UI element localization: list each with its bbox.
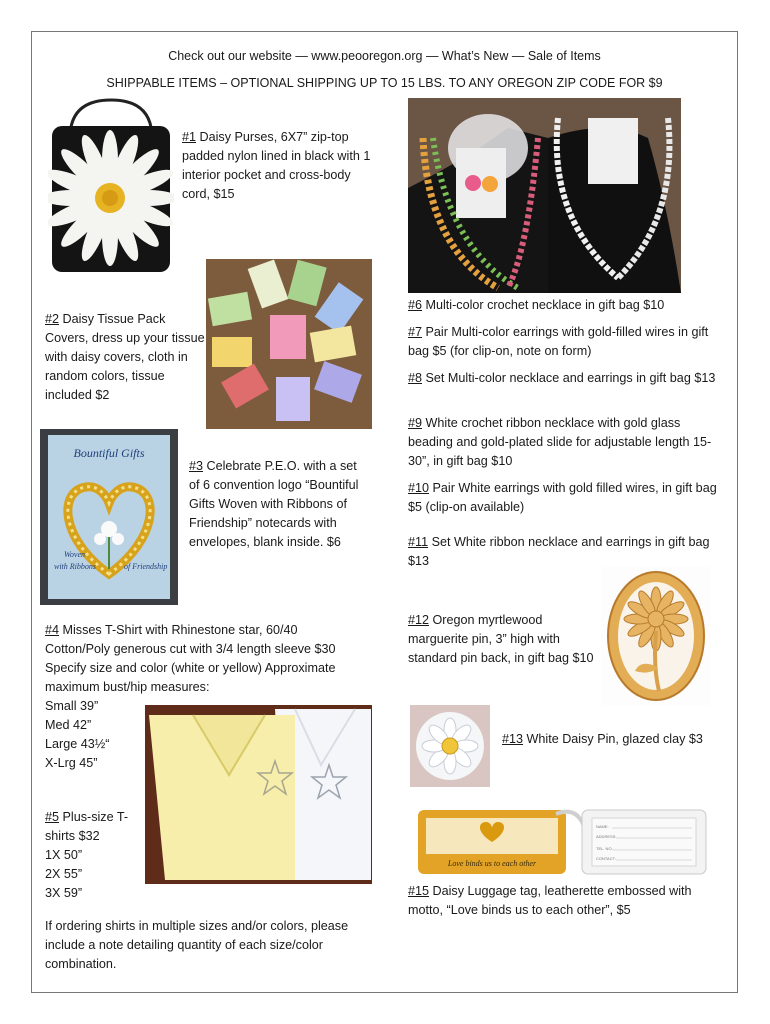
svg-text:Bountiful Gifts: Bountiful Gifts bbox=[73, 446, 145, 460]
item-4-sizes: Small 39” Med 42” Large 43½“ X-Lrg 45” bbox=[45, 699, 110, 770]
tissue-covers-photo bbox=[206, 259, 372, 429]
website-line: Check out our website — www.peooregon.org — What’s New — Sale of Items bbox=[168, 49, 601, 63]
item-10-text: #10 Pair White earrings with gold filled wires, in gift bag $5 (clip-on available) bbox=[408, 481, 717, 514]
necklaces-photo bbox=[408, 98, 681, 293]
item-13-text: #13 White Daisy Pin, glazed clay $3 bbox=[502, 732, 703, 746]
item-1-text: #1 Daisy Purses, 6X7” zip-top padded nylon lined in black with 1 interior pocket and cross-body cord, $15 bbox=[182, 130, 371, 201]
svg-text:with Ribbons: with Ribbons bbox=[54, 562, 97, 571]
item-15-text: #15 Daisy Luggage tag, leatherette embossed with motto, “Love binds us to each other”, $5 bbox=[408, 884, 692, 917]
shirt-ordering-note: If ordering shirts in multiple sizes and/or colors, please include a note detailing quantity of each size/color combination. bbox=[45, 919, 349, 971]
svg-text:Love binds us to each other: Love binds us to each other bbox=[447, 859, 537, 868]
item-3-text: #3 Celebrate P.E.O. with a set of 6 convention logo “Bountiful Gifts Woven with Ribbons of Friendship” notecards with envelopes, blank inside. $6 bbox=[189, 459, 359, 549]
svg-text:ADDRESS:: ADDRESS: bbox=[596, 834, 617, 839]
item-9-text: #9 White crochet ribbon necklace with gold glass beading and gold-plated slide for adjustable length 15-30”, in gift bag $10 bbox=[408, 416, 712, 468]
svg-text:Woven: Woven bbox=[64, 550, 86, 559]
item-2-text: #2 Daisy Tissue Pack Covers, dress up your tissue with daisy covers, cloth in random colors, tissue included $2 bbox=[45, 312, 205, 402]
notecard-photo bbox=[40, 429, 178, 605]
item-12-text: #12 Oregon myrtlewood marguerite pin, 3” high with standard pin back, in gift bag $10 bbox=[408, 613, 594, 665]
item-8-text: #8 Set Multi-color necklace and earrings in gift bag $13 bbox=[408, 371, 716, 385]
daisy-purse-photo bbox=[48, 98, 174, 276]
svg-text:of Friendship: of Friendship bbox=[124, 562, 168, 571]
item-11-text: #11 Set White ribbon necklace and earrings in gift bag $13 bbox=[408, 535, 710, 568]
item-6-text: #6 Multi-color crochet necklace in gift bag $10 bbox=[408, 298, 665, 312]
tshirts-photo bbox=[145, 705, 372, 884]
svg-text:CONTACT:: CONTACT: bbox=[596, 856, 616, 861]
myrtlewood-pin-photo bbox=[601, 567, 711, 705]
luggage-tag-photo bbox=[416, 806, 710, 878]
svg-text:TEL. NO.: TEL. NO. bbox=[596, 846, 613, 851]
item-4-text: #4 Misses T-Shirt with Rhinestone star, 60/40 Cotton/Poly generous cut with 3/4 length sleeve $30 Specify size and color (white or yellow) Approximate maximum bust/hip measures: bbox=[45, 623, 336, 694]
item-7-text: #7 Pair Multi-color earrings with gold-filled wires in gift bag $5 (for clip-on, note on form) bbox=[408, 325, 709, 358]
svg-text:NAME:: NAME: bbox=[596, 824, 609, 829]
shipping-line: SHIPPABLE ITEMS – OPTIONAL SHIPPING UP TO 15 LBS. TO ANY OREGON ZIP CODE FOR $9 bbox=[106, 76, 663, 90]
item-5-text: #5 Plus-size T-shirts $32 1X 50” 2X 55” 3X 59” bbox=[45, 810, 129, 900]
clay-daisy-pin-photo bbox=[410, 705, 490, 787]
